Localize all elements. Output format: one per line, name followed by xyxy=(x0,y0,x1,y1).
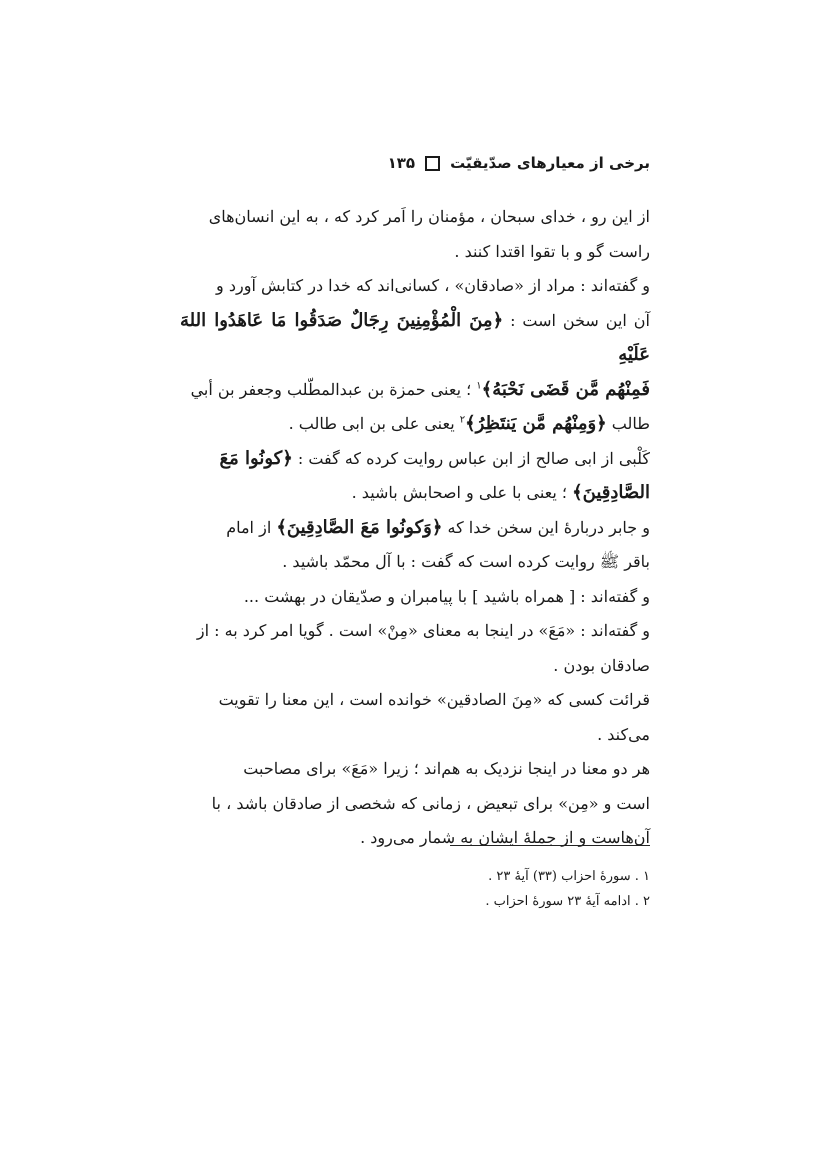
running-header xyxy=(180,150,650,176)
quran-verse: الصَّادِقِينَ﴾ xyxy=(572,482,650,503)
paragraph-8 xyxy=(180,752,650,856)
paragraph-3 xyxy=(180,442,650,511)
footnote-marker: ۲ xyxy=(459,414,466,426)
quran-verse: ﴿مِنَ الْمُؤْمِنِينَ رِجَالٌ صَدَقُوا مَا عَاهَدُوا اللهَ عَلَيْهِ xyxy=(180,309,650,365)
line: است و «مِن» برای تبعیض ، زمانی که شخصی از صادقان باشد ، با xyxy=(211,793,650,813)
paragraph-1 xyxy=(180,200,650,269)
line: هر دو معنا در اینجا نزدیک به هم‌اند ؛ زیرا «مَعَ» برای مصاحبت xyxy=(243,759,650,778)
paragraph-2 xyxy=(180,269,650,442)
header-title: برخی از معیارهای صدّیقیّت xyxy=(450,154,650,172)
quran-verse: ﴿وَكونُوا مَعَ الصَّادِقِينَ﴾ xyxy=(276,516,443,538)
paragraph-5 xyxy=(180,580,650,615)
line-text: آن این سخن است : xyxy=(503,310,650,330)
line: می‌کند . xyxy=(597,724,650,744)
quran-verse: ﴿كونُوا مَعَ xyxy=(219,447,293,469)
quran-verse: ﴿وَمِنْهُم مَّن يَنتَظِرُ﴾ xyxy=(465,413,607,434)
paragraph-4 xyxy=(180,511,650,580)
line: آن‌هاست و از جملهٔ ایشان به شمار می‌رود . xyxy=(360,828,650,847)
line: صادقان بودن . xyxy=(553,655,650,675)
line-text: از امام xyxy=(226,517,277,537)
line-text: طالب xyxy=(606,414,650,433)
line-text: ؛ یعنی با علی و اصحابش باشید . xyxy=(351,483,573,502)
line: و گفته‌اند : مراد از «صادقان» ، کسانی‌اند که خدا در کتابش آورد و xyxy=(216,276,650,295)
footnote-2: ۲ . ادامه آیهٔ ۲۳ سورهٔ احزاب . xyxy=(485,894,650,909)
line: باقر ﷺ روایت کرده است که گفت : با آل محمّد باشید . xyxy=(282,552,650,571)
footnote-1: ۱ . سورهٔ احزاب (۳۳) آیهٔ ۲۳ . xyxy=(488,869,650,884)
body-text xyxy=(180,200,650,856)
footnote-divider xyxy=(450,845,650,846)
footnote-marker: ۱ xyxy=(476,380,482,392)
line-text: ؛ یعنی حمزة بن عبدالمطّلب وجعفر بن أبي xyxy=(190,379,477,399)
line-text: یعنی علی بن ابی طالب . xyxy=(288,414,460,433)
line: قرائت کسی که «مِنَ الصادقين» خوانده است ، این معنا را تقویت xyxy=(218,690,650,709)
line-text: کَلْبی از ابی صالح از ابن عباس روایت کرده که گفت : xyxy=(292,448,650,468)
page-number: ۱۳۵ xyxy=(387,154,416,172)
line: از این رو ، خدای سبحان ، مؤمنان را اَمر کرد که ، به این انسان‌های xyxy=(208,207,650,226)
line-text: و جابر دربارهٔ این سخن خدا که xyxy=(442,517,650,537)
line: راست گو و با تقوا اقتدا کنند . xyxy=(454,241,650,261)
line: و گفته‌اند : «مَعَ» در اینجا به معنای «مِنْ» است . گویا امر کرد به : از xyxy=(196,621,650,640)
quran-verse: فَمِنْهُم مَّن قَضَى نَحْبَهُ﴾ xyxy=(481,378,650,400)
footnotes xyxy=(180,864,650,914)
line: و گفته‌اند : [ همراه باشید ] با پیامبران و صدّیقان در بهشت ... xyxy=(243,586,650,606)
paragraph-6 xyxy=(180,614,650,683)
paragraph-7 xyxy=(180,683,650,752)
square-icon xyxy=(425,156,440,171)
